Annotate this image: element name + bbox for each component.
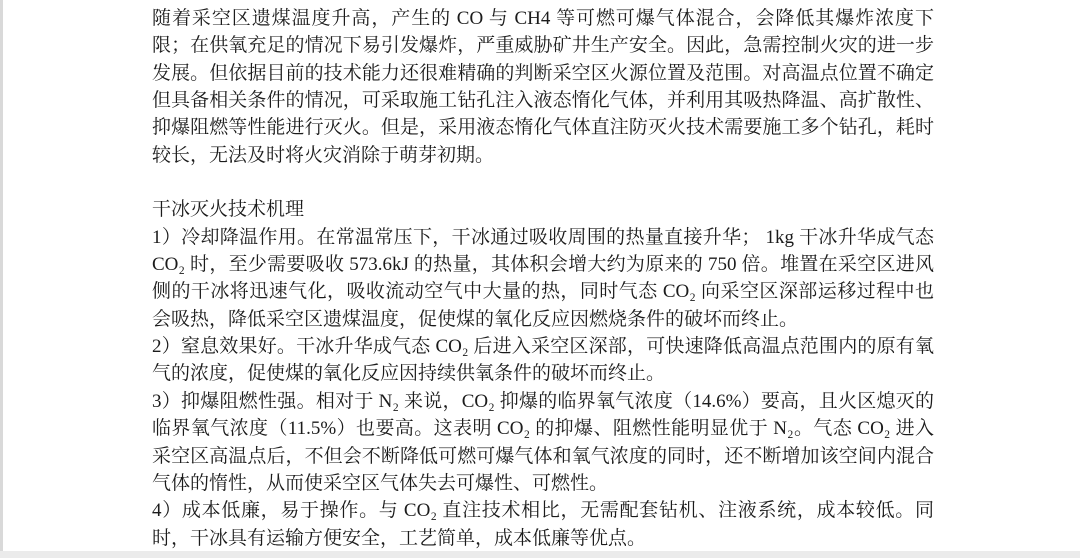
paragraph-body: 3）抑爆阻燃性强。相对于 N₂ 来说，CO₂ 抑爆的临界氧气浓度（14.6%）要高，且火区熄灭的临界氧气浓度（11.5%）也要高。这表明 CO₂ 的抑爆、阻燃性能明显优于 N₂。气态 CO₂ 进入采空区高温点后，不但会不断降低可燃可爆气体和氧气浓度的同时，还不断增加该空间内混合气体的惰性，从而使采空区气体失去可爆性、可燃性。 (152, 390, 934, 494)
page-bottom-gap (0, 551, 1080, 558)
paragraph-body: 4）成本低廉，易于操作。与 CO₂ 直注技术相比，无需配套钻机、注液系统，成本较低。同时，干冰具有运输方便安全，工艺简单，成本低廉等优点。 (152, 500, 934, 549)
paragraph-blank (152, 169, 934, 196)
paragraph-heading: 干冰灭火技术机理 (152, 199, 305, 221)
page-left-edge (0, 0, 3, 551)
paragraph-body: 随着采空区遗煤温度升高，产生的 CO 与 CH4 等可燃可爆气体混合，会降低其爆炸浓度下限；在供氧充足的情况下易引发爆炸，严重威胁矿井生产安全。因此，急需控制火灾的进一步发展。但依据目前的技术能力还很难精确的判断采空区火源位置及范围。对高温点位置不确定但具备相关条件的情况，可采取施工钻孔注入液态惰化气体，并利用其吸热降温、高扩散性、抑爆阻燃等性能进行灭火。但是，采用液态惰化气体直注防灭火技术需要施工多个钻孔，耗时较长，无法及时将火灾消除于萌芽初期。 (152, 8, 934, 166)
paragraph-body: 1）冷却降温作用。在常温常压下，干冰通过吸收周围的热量直接升华； 1kg 干冰升华成气态CO₂ 时，至少需要吸收 573.6kJ 的热量，其体积会增大约为原来的 750 倍。堆置在采空区进风侧的干冰将迅速气化，吸收流动空气中大量的热，同时气态 CO₂ 向采空区深部运移过程中也会吸热，降低采空区遗煤温度，促使煤的氧化反应因燃烧条件的破坏而终止。 (152, 226, 934, 330)
paragraph-body: 2）窒息效果好。干冰升华成气态 CO₂ 后进入采空区深部，可快速降低高温点范围内的原有氧气的浓度，促使煤的氧化反应因持续供氧条件的破坏而终止。 (152, 336, 934, 385)
document-page[interactable] (152, 5, 934, 552)
